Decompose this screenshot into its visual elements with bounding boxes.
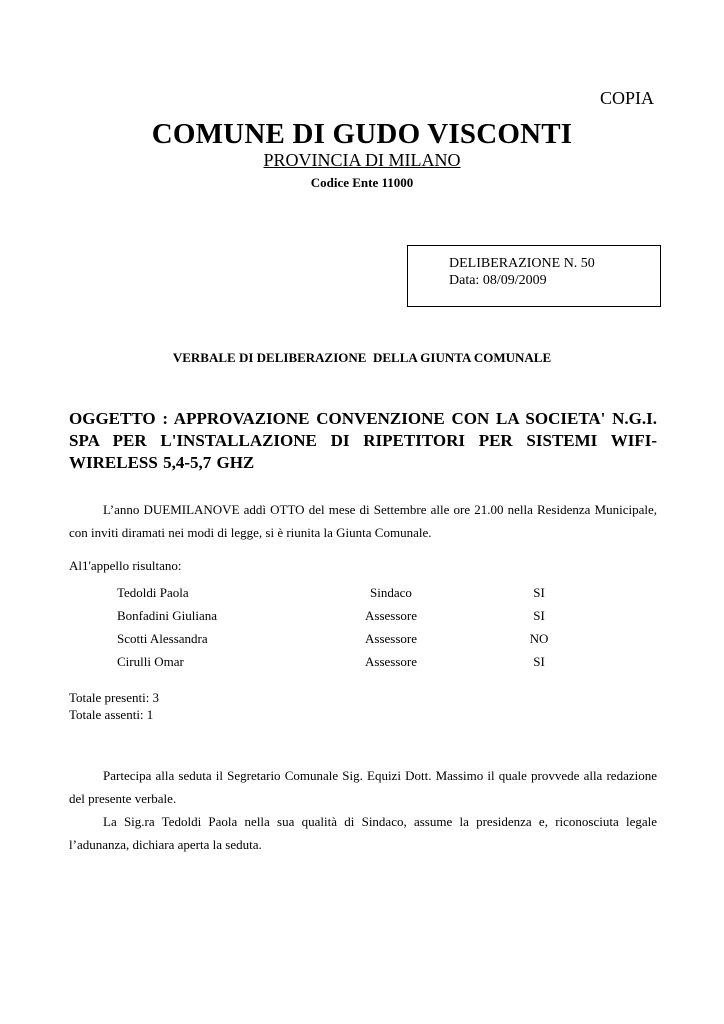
member-role: Sindaco bbox=[370, 585, 412, 600]
member-name: Scotti Alessandra bbox=[117, 631, 208, 646]
member-role: Assessore bbox=[365, 631, 417, 646]
attendance-row bbox=[0, 608, 724, 631]
member-presence: NO bbox=[529, 631, 549, 646]
deliberation-box bbox=[407, 245, 661, 307]
minutes-title: VERBALE DI DELIBERAZIONE DELLA GIUNTA COMUNALE bbox=[172, 350, 552, 365]
copy-label: COPIA bbox=[599, 88, 654, 108]
deliberation-date: Data: 08/09/2009 bbox=[449, 273, 547, 288]
total-absent: Totale assenti: 1 bbox=[69, 707, 154, 722]
member-name: Tedoldi Paola bbox=[117, 585, 189, 600]
presidency-paragraph: La Sig.ra Tedoldi Paola nella sua qualità di Sindaco, assume la presidenza e, riconosciuta legale l’adunanza, dichiara aperta la seduta. bbox=[69, 814, 657, 852]
member-role: Assessore bbox=[365, 654, 417, 669]
attendance-row bbox=[0, 631, 724, 654]
province-subtitle: PROVINCIA DI MILANO bbox=[263, 150, 461, 170]
secretary-paragraph: Partecipa alla seduta il Segretario Comunale Sig. Equizi Dott. Massimo il quale provvede alla redazione del presente verbale. bbox=[69, 768, 657, 806]
member-presence: SI bbox=[533, 585, 545, 600]
member-role: Assessore bbox=[365, 608, 417, 623]
attendance-row bbox=[0, 585, 724, 608]
subject-heading: OGGETTO : APPROVAZIONE CONVENZIONE CON LA SOCIETA' N.G.I. SPA PER L'INSTALLAZIONE DI RIPETITORI PER SISTEMI WIFI-WIRELESS 5,4-5,7 GHZ bbox=[69, 409, 657, 472]
totals bbox=[69, 689, 159, 723]
intro-paragraph: L’anno DUEMILANOVE addì OTTO del mese di Settembre alle ore 21.00 nella Residenza Municipale, con inviti diramati nei modi di legge, si è riunita la Giunta Comunale. bbox=[69, 502, 657, 540]
member-presence: SI bbox=[533, 608, 545, 623]
roll-call-label: Al1'appello risultano: bbox=[69, 558, 182, 573]
attendance-row bbox=[0, 654, 724, 677]
member-name: Bonfadini Giuliana bbox=[117, 608, 218, 623]
member-name: Cirulli Omar bbox=[117, 654, 184, 669]
municipality-title: COMUNE DI GUDO VISCONTI bbox=[151, 118, 573, 150]
total-present: Totale presenti: 3 bbox=[69, 690, 160, 705]
member-presence: SI bbox=[533, 654, 545, 669]
entity-code: Codice Ente 11000 bbox=[310, 175, 414, 190]
deliberation-number: DELIBERAZIONE N. 50 bbox=[449, 256, 595, 271]
